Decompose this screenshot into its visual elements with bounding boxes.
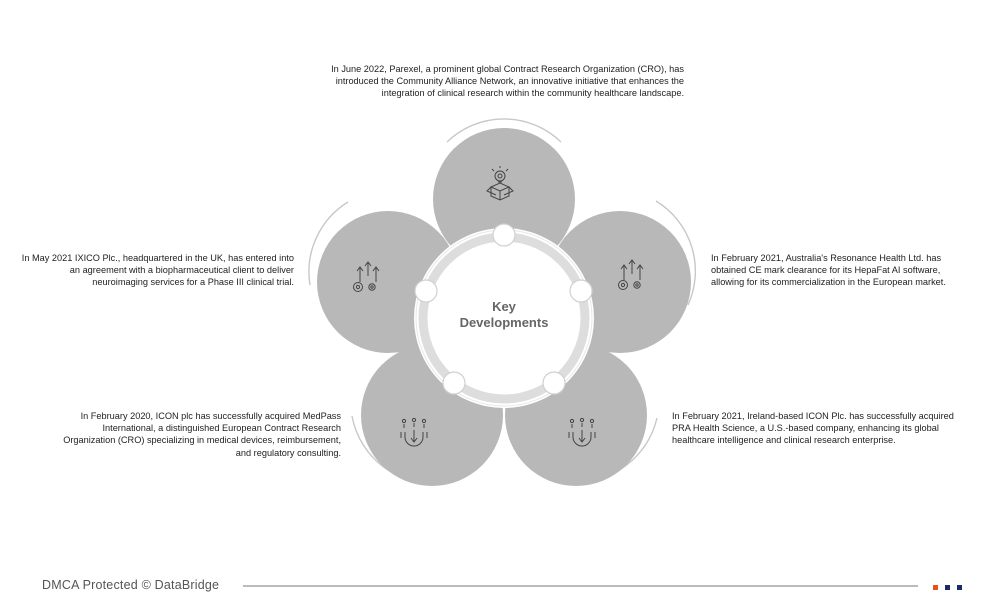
node-dot-top <box>493 224 515 246</box>
footer-copyright: DMCA Protected © DataBridge <box>42 578 220 592</box>
node-dot-left <box>415 280 437 302</box>
node-dot-bottom-left <box>443 372 465 394</box>
footer-square-navy-1 <box>945 585 950 590</box>
center-label-line2: Developments <box>459 315 549 330</box>
development-text-bottom-left: In February 2020, ICON plc has successfully acquired MedPass International, a distinguished European Contract Research Organization (CRO) specializing in medical devices, reimbursement, and regulatory consulting. <box>63 411 341 458</box>
footer-square-orange <box>933 585 938 590</box>
development-text-bottom-right: In February 2021, Ireland-based ICON Plc. has successfully acquired PRA Health Science, a U.S.-based company, enhancing its global healthcare intelligence and clinical research enterprise. <box>672 411 954 446</box>
development-text-top: In June 2022, Parexel, a prominent global Contract Research Organization (CRO), has introduced the Community Alliance Network, an innovative initiative that enhances the integration of clinical research within the community healthcare landscape. <box>331 64 684 99</box>
footer-divider <box>243 585 918 587</box>
center-label-line1: Key <box>492 299 516 314</box>
development-text-right: In February 2021, Australia's Resonance Health Ltd. has obtained CE mark clearance for its HepaFat AI software, allowing for its commercialization in the European market. <box>711 253 946 288</box>
node-dot-bottom-right <box>543 372 565 394</box>
footer-square-navy-2 <box>957 585 962 590</box>
node-dot-right <box>570 280 592 302</box>
development-text-left: In May 2021 IXICO Plc., headquartered in the UK, has entered into an agreement with a biopharmaceutical client to deliver neuroimaging services for a Phase III clinical trial. <box>21 253 294 288</box>
